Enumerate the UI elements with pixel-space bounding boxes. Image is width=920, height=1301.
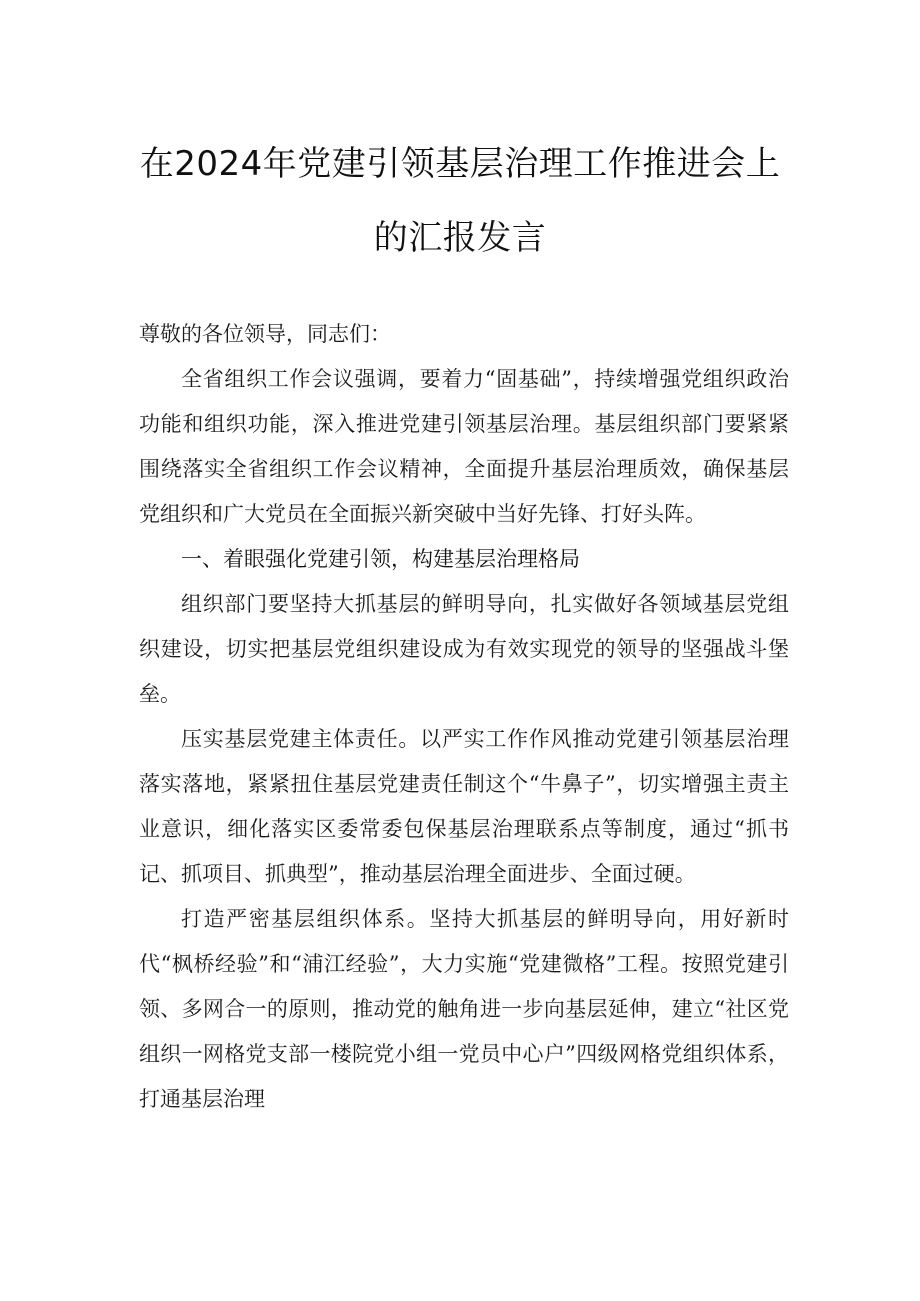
document-title-line-1: 在2024年党建引领基层治理工作推进会上 (139, 144, 781, 184)
paragraph-organization-system: 打造严密基层组织体系。坚持大抓基层的鲜明导向，用好新时代“枫桥经验”和“浦江经验”，大力实施“党建微格”工程。按照党建引领、多网合一的原则，推动党的触角进一步向基层延伸，建立“社区党组织一网格党支部一楼院党小组一党员中心户”四级网格党组织体系，打通基层治理 (139, 907, 789, 1111)
paragraph-responsibility: 压实基层党建主体责任。以严实工作作风推动党建引领基层治理落实落地，紧紧扭住基层党建责任制这个“牛鼻子”，切实增强主责主业意识，细化落实区委常委包保基层治理联系点等制度，通过“抓书记、抓项目、抓典型”，推动基层治理全面进步、全面过硬。 (139, 727, 789, 886)
document-title-line-2: 的汇报发言 (373, 218, 547, 258)
paragraph-intro: 全省组织工作会议强调，要着力“固基础”，持续增强党组织政治功能和组织功能，深入推进党建引领基层治理。基层组织部门要紧紧围绕落实全省组织工作会议精神，全面提升基层治理质效，确保基层党组织和广大党员在全面振兴新突破中当好先锋、打好头阵。 (139, 367, 789, 526)
paragraph-section-1-intro: 组织部门要坚持大抓基层的鲜明导向，扎实做好各领域基层党组织建设，切实把基层党组织建设成为有效实现党的领导的坚强战斗堡垒。 (139, 592, 789, 706)
section-heading-1: 一、着眼强化党建引领，构建基层治理格局 (181, 547, 580, 571)
document-body (139, 312, 789, 1122)
salutation: 尊敬的各位领导，同志们： (139, 322, 391, 346)
